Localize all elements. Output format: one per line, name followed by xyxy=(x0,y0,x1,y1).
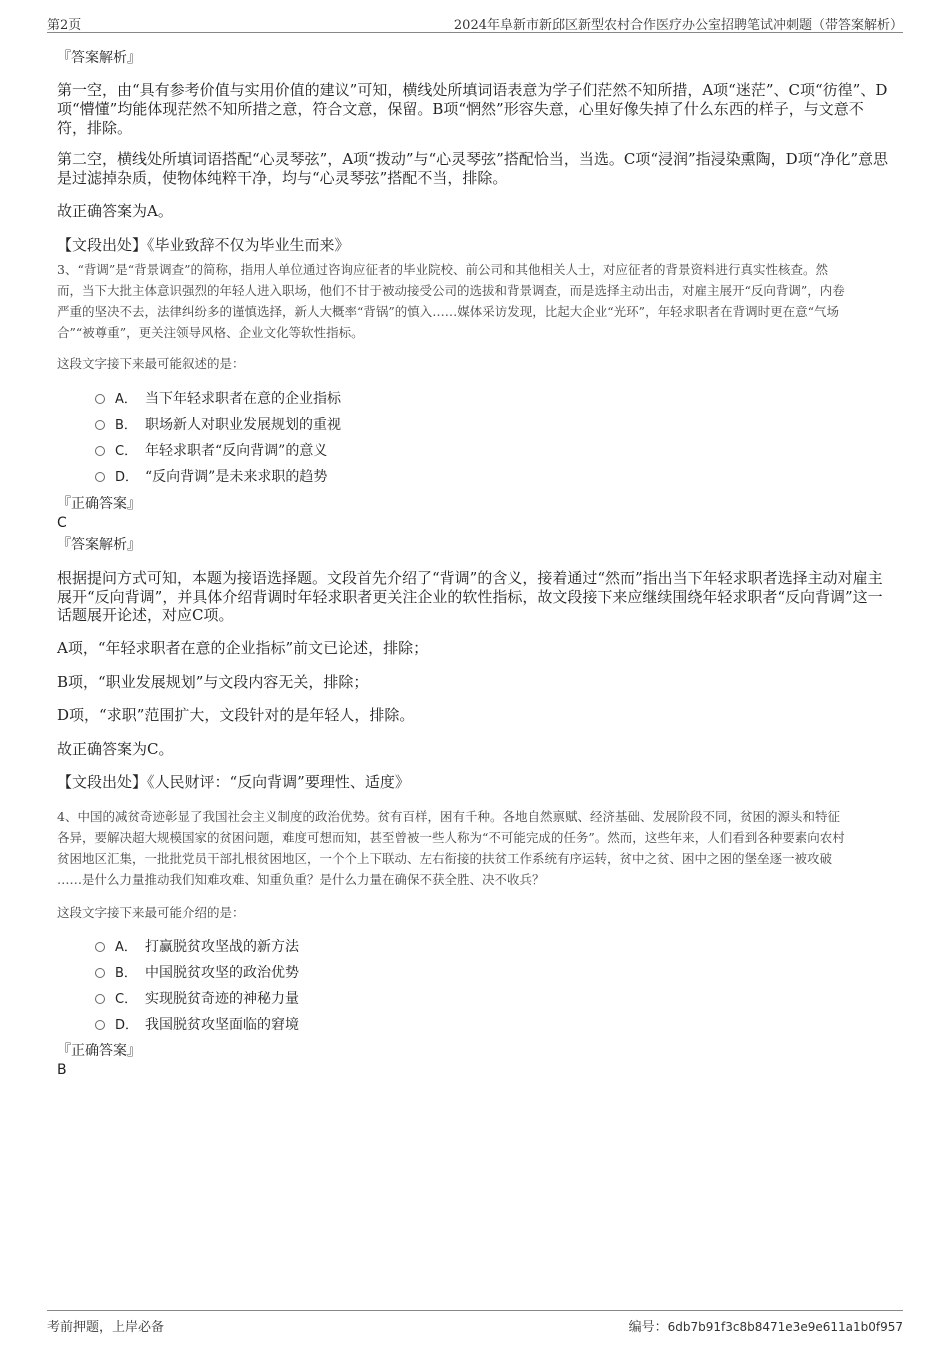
q3-analysis-line2: 展开“反向背调”，并具体介绍背调时年轻求职者更关注企业的软性指标，故文段接下来应继续围绕年轻求职者“反向背调”这一 xyxy=(57,588,883,606)
q3-option-b[interactable]: B． 职场新人对职业发展规划的重视 xyxy=(95,416,341,435)
q3-analysis-title: 『答案解析』 xyxy=(57,537,141,553)
option-text: 年轻求职者“反向背调”的意义 xyxy=(145,443,328,459)
q3-prompt: 这段文字接下来最可能叙述的是： xyxy=(57,356,245,371)
q3-line2: 而，当下大批主体意识强烈的年轻人进入职场，他们不甘于被动接受公司的选拔和背景调查，而是选择主动出击，对雇主展开“反向背调”，内卷 xyxy=(57,283,845,298)
q3-option-a[interactable]: A． 当下年轻求职者在意的企业指标 xyxy=(95,390,341,409)
q4-option-a[interactable]: A． 打赢脱贫攻坚战的新方法 xyxy=(95,938,299,957)
page-header xyxy=(47,14,903,33)
page-number: 第2页 xyxy=(47,18,82,33)
analysis-para2-line1: 第二空，横线处所填词语搭配“心灵琴弦”，A项“拨动”与“心灵琴弦”搭配恰当，当选。C项“浸润”指浸染熏陶，D项“净化”意思 xyxy=(57,150,889,168)
q3-conclusion: 故正确答案为C。 xyxy=(57,740,174,758)
code-value: 6db7b91f3c8b8471e3e9e611a1b0f957 xyxy=(667,1320,903,1334)
option-text: 当下年轻求职者在意的企业指标 xyxy=(145,391,341,407)
q3-option-c[interactable]: C． 年轻求职者“反向背调”的意义 xyxy=(95,442,327,461)
q4-line2: 各异，要解决超大规模国家的贫困问题，难度可想而知，甚至曾被一些人称为“不可能完成的任务”。然而，这些年来，人们看到各种要素向农村 xyxy=(57,830,845,845)
option-text: 打赢脱贫攻坚战的新方法 xyxy=(145,939,299,955)
radio-icon[interactable] xyxy=(95,420,105,430)
q3-elim-a: A项，“年轻求职者在意的企业指标”前文已论述，排除； xyxy=(57,639,429,657)
radio-icon[interactable] xyxy=(95,994,105,1004)
q3-elim-b: B项，“职业发展规划”与文段内容无关，排除； xyxy=(57,673,369,691)
analysis-para2-line2: 是过滤掉杂质，使物体纯粹干净，均与“心灵琴弦”搭配不当，排除。 xyxy=(57,169,508,187)
analysis-title-1: 『答案解析』 xyxy=(57,50,141,66)
radio-icon[interactable] xyxy=(95,942,105,952)
q3-source: 【文段出处】《人民财评：“反向背调”要理性、适度》 xyxy=(57,773,410,791)
radio-icon[interactable] xyxy=(95,394,105,404)
q3-answer-title: 『正确答案』 xyxy=(57,496,141,512)
radio-icon[interactable] xyxy=(95,446,105,456)
radio-icon[interactable] xyxy=(95,472,105,482)
q3-option-d[interactable]: D． “反向背调”是未来求职的趋势 xyxy=(95,468,327,487)
q4-prompt: 这段文字接下来最可能介绍的是： xyxy=(57,905,245,920)
option-text: “反向背调”是未来求职的趋势 xyxy=(145,469,328,485)
footer-slogan: 考前押题，上岸必备 xyxy=(47,1320,165,1335)
analysis-para1-line1: 第一空，由“具有参考价值与实用价值的建议”可知，横线处所填词语表意为学子们茫然不知所措，A项“迷茫”、C项“彷徨”、D xyxy=(57,81,888,99)
q4-option-b[interactable]: B． 中国脱贫攻坚的政治优势 xyxy=(95,964,299,983)
option-text: 中国脱贫攻坚的政治优势 xyxy=(145,965,299,981)
page-footer xyxy=(47,1310,903,1333)
q3-analysis-line3: 话题展开论述，对应C项。 xyxy=(57,606,234,624)
q4-line4: ……是什么力量推动我们知难攻难、知重负重？是什么力量在确保不获全胜、决不收兵？ xyxy=(57,872,545,887)
document-title: 2024年阜新市新邱区新型农村合作医疗办公室招聘笔试冲刺题（带答案解析） xyxy=(453,18,903,33)
footer-code xyxy=(629,1316,903,1335)
q4-answer-title: 『正确答案』 xyxy=(57,1043,141,1059)
q3-line4: 合”“被尊重”，更关注领导风格、企业文化等软性指标。 xyxy=(57,325,364,340)
q3-line3: 严重的坚决不去，法律纠纷多的谨慎选择，新人大概率“背锅”的慎入……媒体采访发现，比起大企业“光环”，年轻求职者在背调时更在意“气场 xyxy=(57,304,839,319)
source-1: 【文段出处】《毕业致辞不仅为毕业生而来》 xyxy=(57,236,350,254)
option-text: 实现脱贫奇迹的神秘力量 xyxy=(145,991,299,1007)
q3-line1: 3、“背调”是“背景调查”的简称，指用人单位通过咨询应征者的毕业院校、前公司和其他相关人士，对应征者的背景资料进行真实性核查。然 xyxy=(57,262,829,277)
q4-answer: B xyxy=(57,1062,67,1078)
q4-option-d[interactable]: D． 我国脱贫攻坚面临的窘境 xyxy=(95,1016,299,1035)
option-text: 我国脱贫攻坚面临的窘境 xyxy=(145,1017,299,1033)
code-label: 编号： xyxy=(628,1320,668,1335)
option-text: 职场新人对职业发展规划的重视 xyxy=(145,417,341,433)
conclusion-1: 故正确答案为A。 xyxy=(57,202,173,220)
radio-icon[interactable] xyxy=(95,1020,105,1030)
q4-line3: 贫困地区汇集，一批批党员干部扎根贫困地区，一个个上下联动、左右衔接的扶贫工作系统有序运转，贫中之贫、困中之困的堡垒逐一被攻破 xyxy=(57,851,833,866)
analysis-para1-line3: 符，排除。 xyxy=(57,119,133,137)
q4-option-c[interactable]: C． 实现脱贫奇迹的神秘力量 xyxy=(95,990,299,1009)
q3-elim-d: D项，“求职”范围扩大，文段针对的是年轻人，排除。 xyxy=(57,706,415,724)
radio-icon[interactable] xyxy=(95,968,105,978)
q3-answer: C xyxy=(57,515,67,531)
analysis-para1-line2: 项“懵懂”均能体现茫然不知所措之意，符合文意，保留。B项“惘然”形容失意，心里好像失掉了什么东西的样子，与文意不 xyxy=(57,100,864,118)
q4-line1: 4、中国的减贫奇迹彰显了我国社会主义制度的政治优势。贫有百样，困有千种。各地自然禀赋、经济基础、发展阶段不同，贫困的源头和特征 xyxy=(57,809,840,824)
q3-analysis-line1: 根据提问方式可知，本题为接语选择题。文段首先介绍了“背调”的含义，接着通过“然而”指出当下年轻求职者选择主动对雇主 xyxy=(57,569,883,587)
